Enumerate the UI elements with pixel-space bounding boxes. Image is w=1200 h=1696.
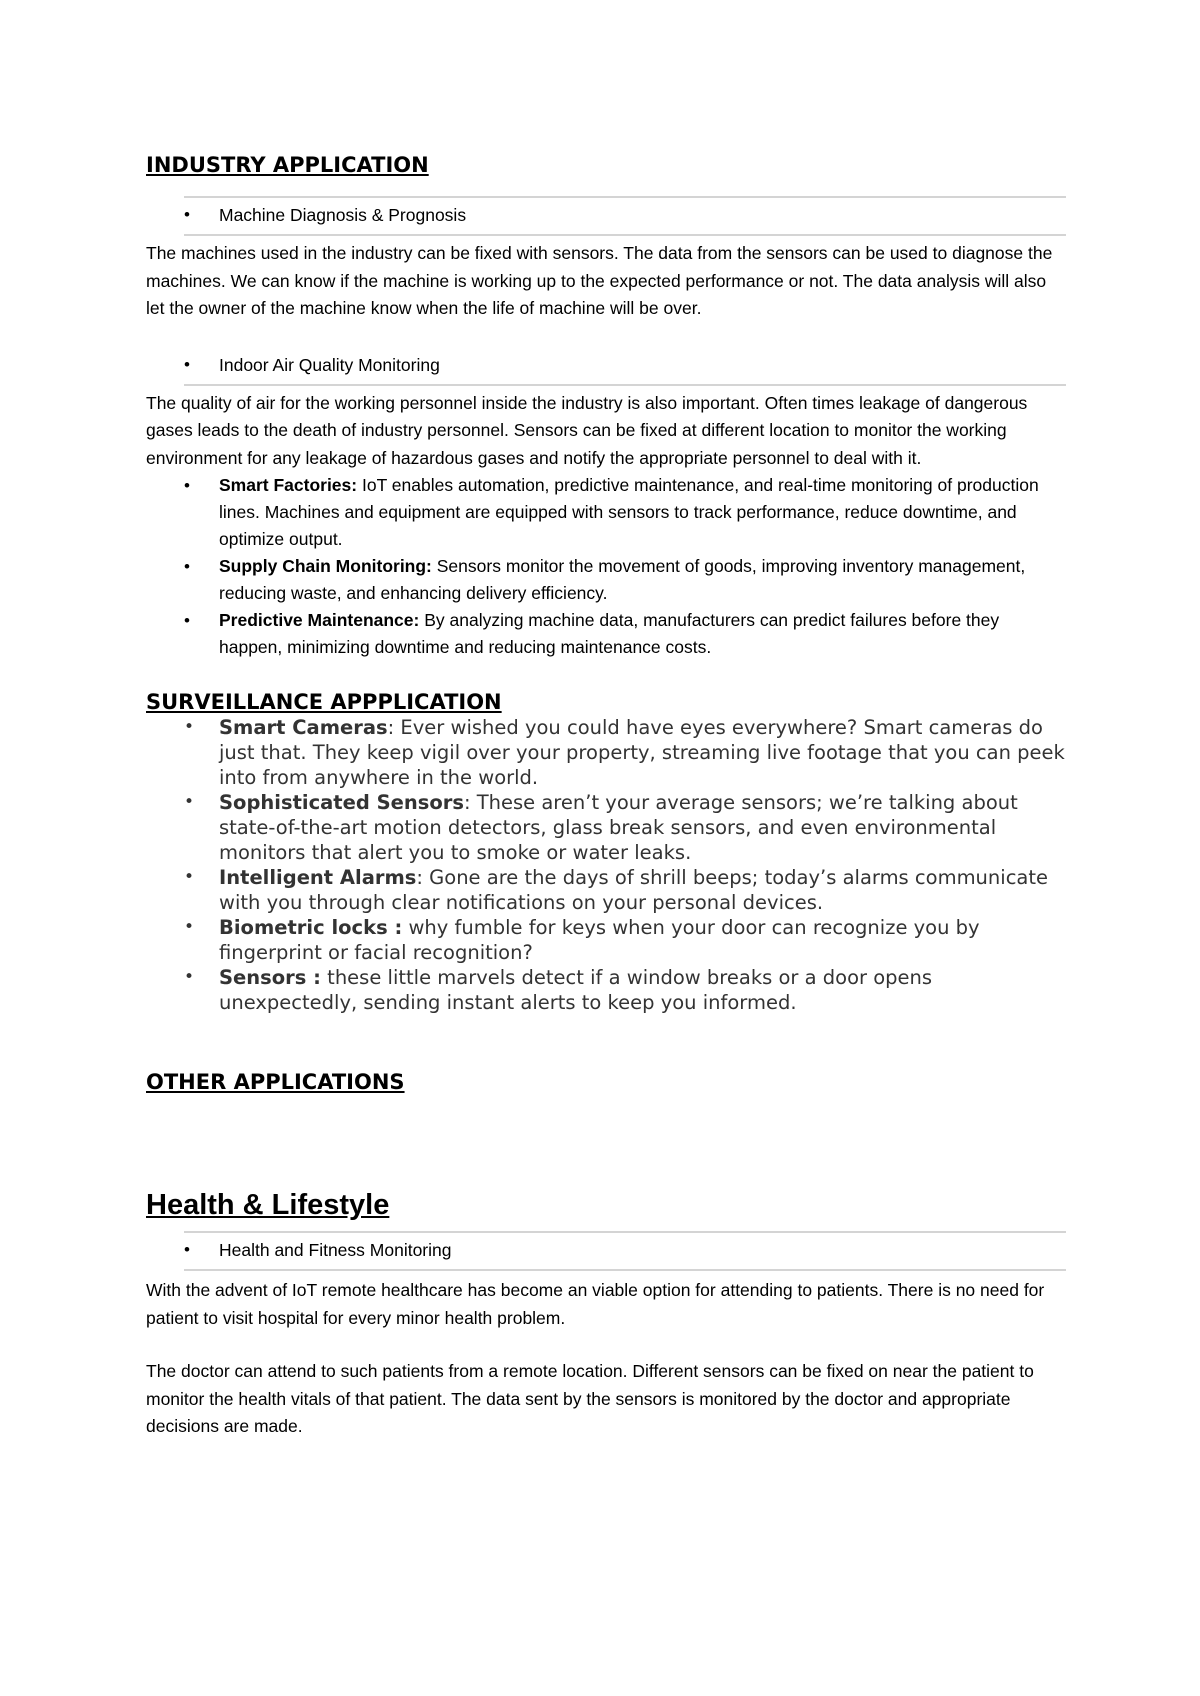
bullet-icon: • xyxy=(184,1240,190,1259)
health-item-fitness-monitoring xyxy=(184,1231,1066,1271)
health-lifestyle-heading: Health & Lifestyle xyxy=(146,1189,390,1221)
bullet-icon: • xyxy=(184,611,190,630)
bullet-icon: • xyxy=(184,476,190,495)
list-item xyxy=(146,715,1066,790)
list-item-text: : These aren’t your average sensors; we’re talking about state-of-the-art motion detectors, glass break sensors, and even environmental monitors that alert you to smoke or water leaks. xyxy=(219,791,1018,864)
bullet-icon: • xyxy=(184,967,195,987)
list-item xyxy=(146,865,1066,915)
list-item-text: IoT enables automation, predictive maintenance, and real-time monitoring of production lines. Machines and equipment are equipped with sensors to track performance, reduce downtime, and optimize output. xyxy=(219,475,1039,549)
bullet-icon: • xyxy=(184,917,195,937)
list-item-term: Predictive Maintenance: xyxy=(219,610,420,630)
industry-item-air-quality xyxy=(184,348,1066,386)
list-item-label: Indoor Air Quality Monitoring xyxy=(219,354,440,375)
list-item-label: Machine Diagnosis & Prognosis xyxy=(219,205,467,225)
list-item-label: Health and Fitness Monitoring xyxy=(219,1240,452,1260)
list-item xyxy=(146,965,1066,1015)
health-paragraph-intro: With the advent of IoT remote healthcare has become an viable option for attending to patients. There is no need for patient to visit hospital for every minor health problem. xyxy=(146,1280,1045,1328)
list-item-term: Biometric locks : xyxy=(219,916,403,939)
list-item xyxy=(146,790,1066,865)
list-item-text: why fumble for keys when your door can recognize you by fingerprint or facial recognition? xyxy=(219,916,980,964)
bullet-icon: • xyxy=(184,205,190,224)
other-applications-heading: OTHER APPLICATIONS xyxy=(146,1070,405,1094)
bullet-icon: • xyxy=(184,557,190,576)
list-item-text: Sensors monitor the movement of goods, improving inventory management, reducing waste, and enhancing delivery efficiency. xyxy=(219,556,1026,603)
list-item-term: Supply Chain Monitoring: xyxy=(219,556,432,576)
document-page xyxy=(146,150,1066,1441)
list-item-term: Sensors : xyxy=(219,966,321,989)
surveillance-heading: SURVEILLANCE APPPLICATION xyxy=(146,690,502,714)
bullet-icon: • xyxy=(184,354,190,374)
list-item-text: : Gone are the days of shrill beeps; today’s alarms communicate with you through clear notifications on your personal devices. xyxy=(219,866,1049,914)
list-item-text: these little marvels detect if a window breaks or a door opens unexpectedly, sending instant alerts to keep you informed. xyxy=(219,966,933,1014)
list-item xyxy=(146,553,1066,607)
surveillance-bullet-list xyxy=(146,715,1066,1015)
list-item xyxy=(146,607,1066,661)
bullet-icon: • xyxy=(184,867,195,887)
list-item-text: By analyzing machine data, manufacturers can predict failures before they happen, minimizing downtime and reducing maintenance costs. xyxy=(219,610,1000,657)
list-item-term: Sophisticated Sensors xyxy=(219,791,464,814)
list-item-term: Smart Factories: xyxy=(219,475,358,495)
industry-bullet-list xyxy=(146,472,1066,661)
health-paragraph-doctor: The doctor can attend to such patients from a remote location. Different sensors can be fixed on near the patient to monitor the health vitals of that patient. The data sent by the sensors is monitored by the doctor and appropriate decisions are made. xyxy=(146,1361,1034,1436)
industry-paragraph-air-quality: The quality of air for the working personnel inside the industry is also important. Often times leakage of dangerous gases leads to the death of industry personnel. Sensors can be fixed at different location to monitor the working environment for any leakage of hazardous gases and notify the appropriate personnel to deal with it. xyxy=(146,392,1028,468)
bullet-icon: • xyxy=(184,792,195,812)
list-item xyxy=(146,915,1066,965)
list-item-term: Smart Cameras xyxy=(219,716,388,739)
bullet-icon: • xyxy=(184,717,195,737)
industry-heading: INDUSTRY APPLICATION xyxy=(146,153,429,177)
industry-item-machine-diagnosis xyxy=(184,196,1066,236)
industry-paragraph-diagnosis: The machines used in the industry can be fixed with sensors. The data from the sensors can be used to diagnose the machines. We can know if the machine is working up to the expected performance or not. The data analysis will also let the owner of the machine know when the life of machine will be over. xyxy=(146,243,1053,318)
list-item-text: : Ever wished you could have eyes everywhere? Smart cameras do just that. They keep vigil over your property, streaming live footage that you can peek into from anywhere in the world. xyxy=(219,716,1065,789)
list-item xyxy=(146,472,1066,553)
list-item-term: Intelligent Alarms xyxy=(219,866,417,889)
